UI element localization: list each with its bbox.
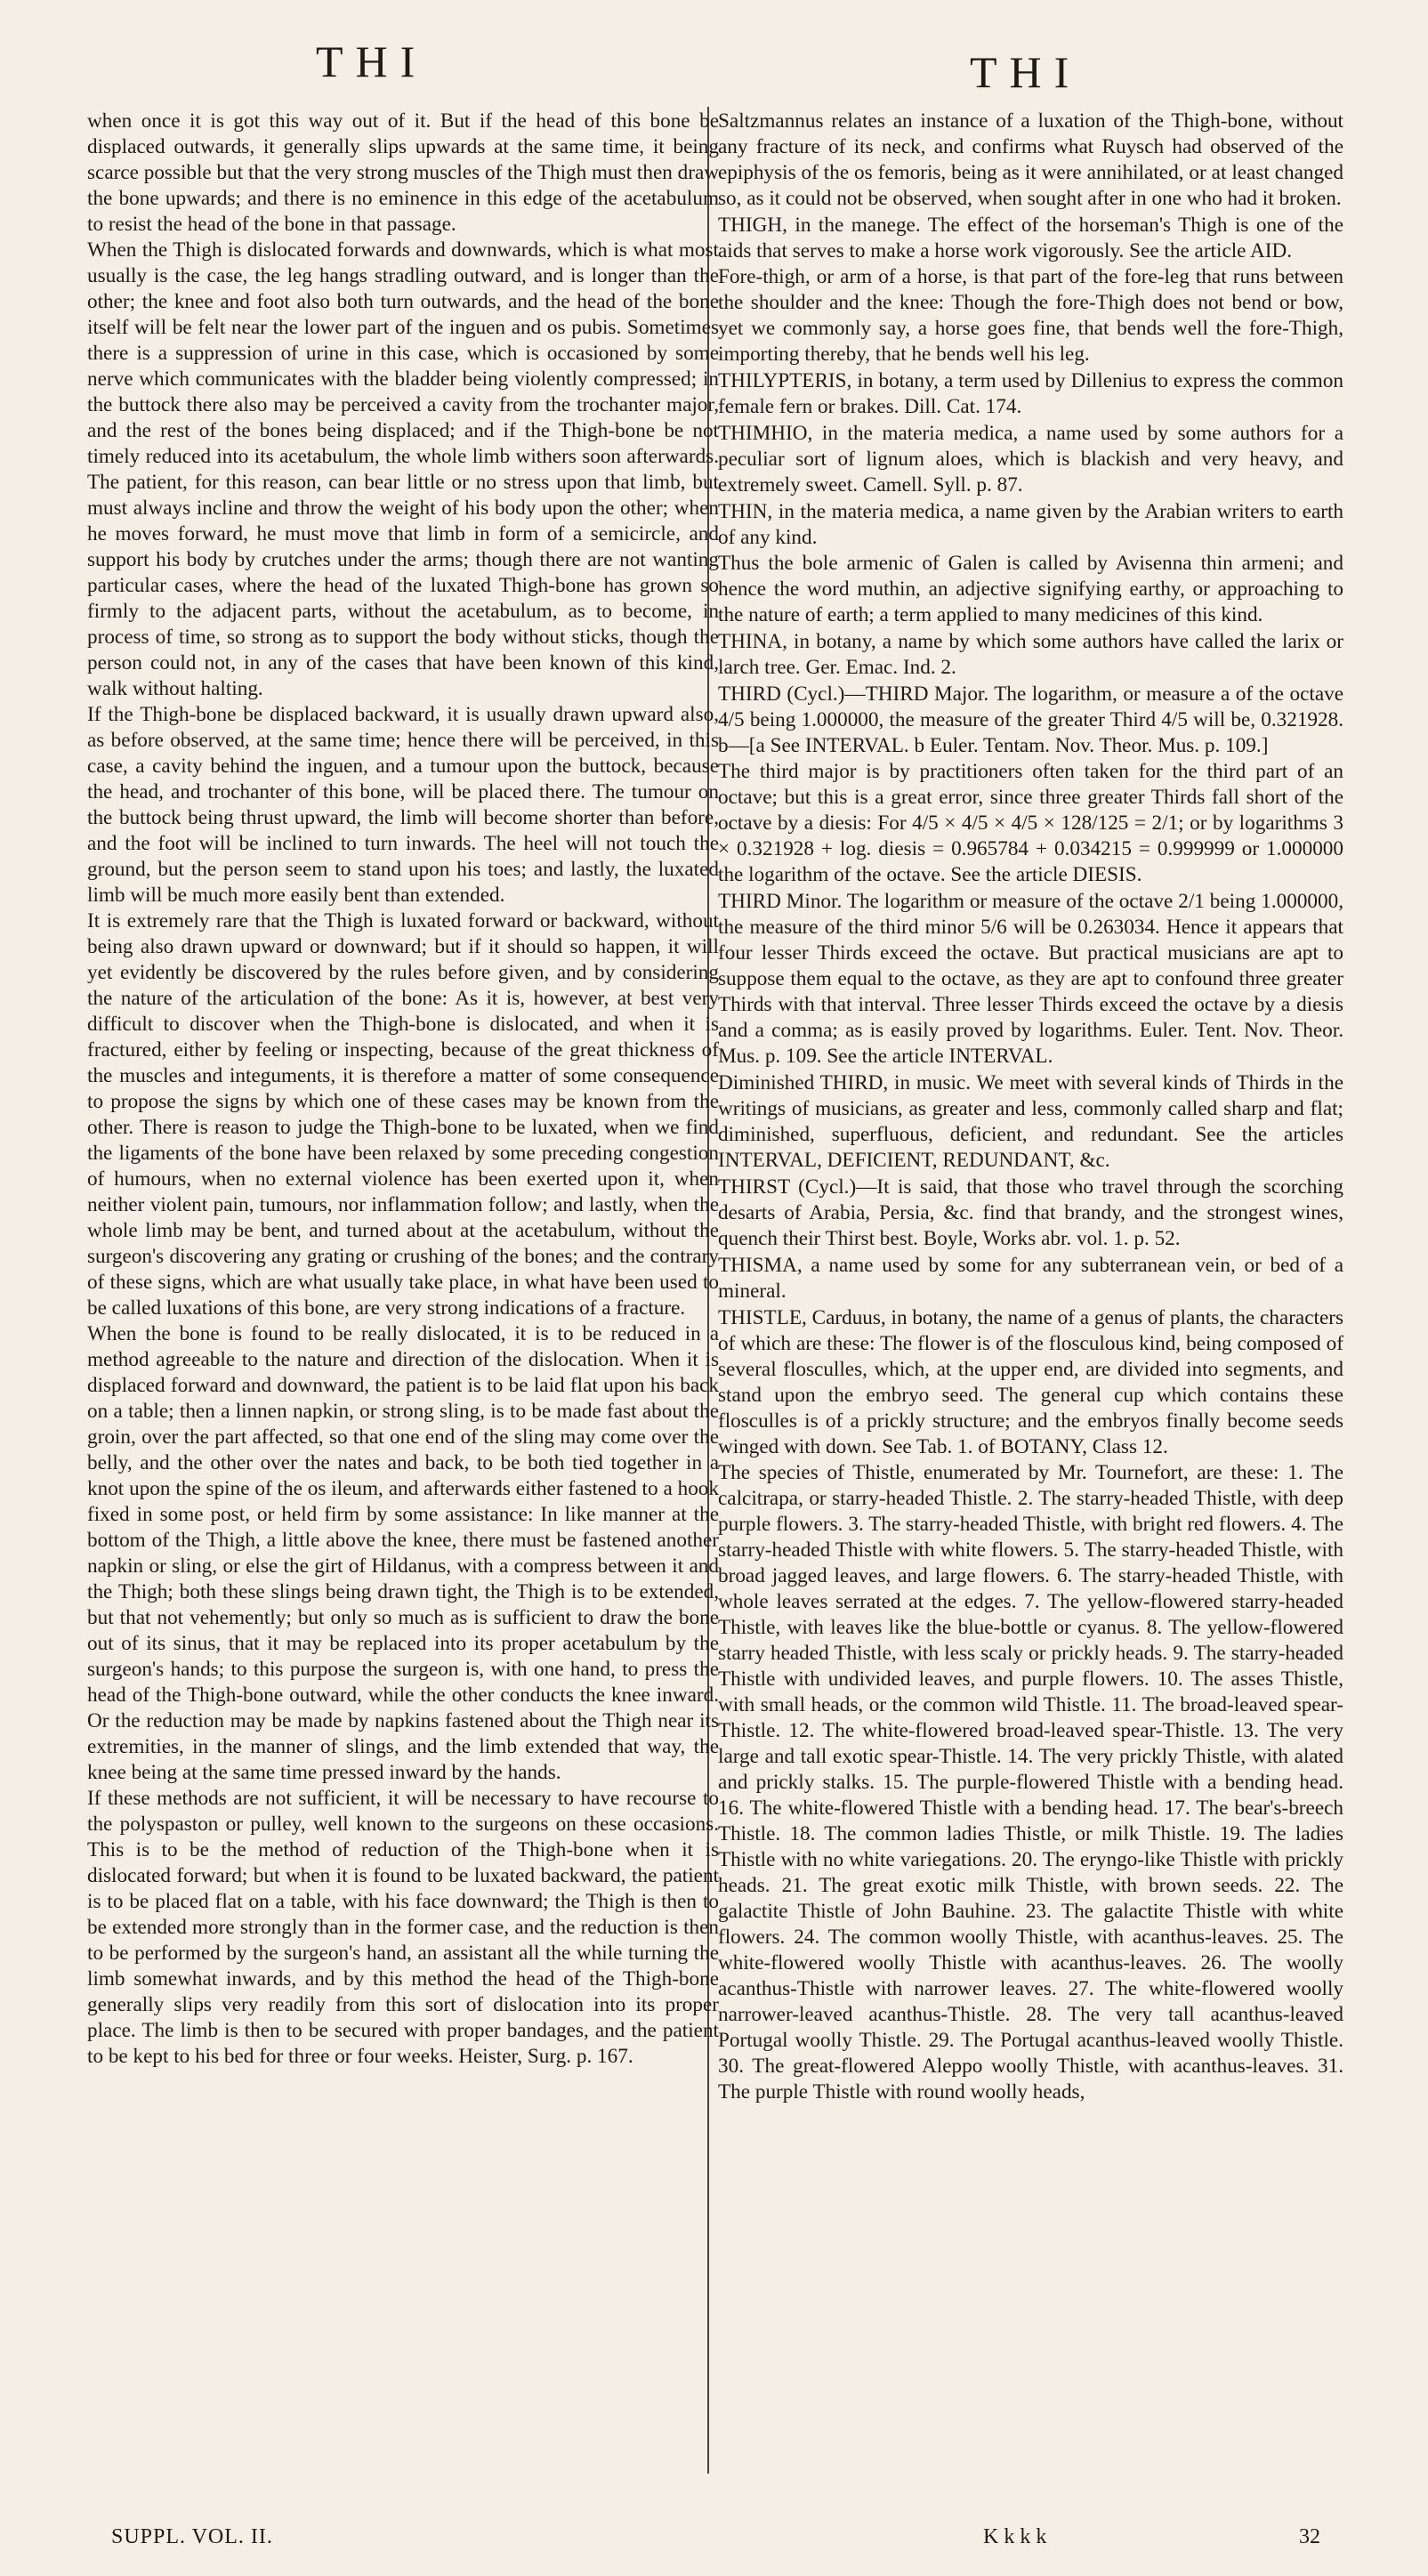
entry-third-major: THIRD (Cycl.)—THIRD Major. The logarithm, or measure a of the octave 4/5 being 1.000000, the measure of the greater Third 4/5 will be, 0.321928. b—[a See INTERVAL. b Euler. Tentam. Nov. Theor. Mus. p. 109.] bbox=[718, 682, 1343, 757]
paragraph: If these methods are not sufficient, it will be necessary to have recourse to the polyspaston or pulley, well known to the surgeons on these occasions. This is to be the method of reduction of the Thigh-bone when it is dislocated forward; but when it is found to be luxated backward, the patient is to be placed flat on a table, with his face downward; the Thigh is then to be extended more strongly than in the former case, and the reduction is then to be performed by the surgeon's hand, an assistant all the while turning the limb somewhat inwards, and by this method the head of the Thigh-bone generally slips very readily from this sort of dislocation into its proper place. The limb is then to be secured with proper bandages, and the patient to be kept to his bed for three or four weeks. Heister, Surg. p. 167. bbox=[87, 1787, 719, 2068]
entry-third-minor: THIRD Minor. The logarithm or measure of the octave 2/1 being 1.000000, the measure of the third minor 5/6 will be 0.263034. Hence it appears that four lesser Thirds exceed the octave. But practical musicians are apt to suppose them equal to the octave, as they are apt to confound three greater Thirds with that interval. Three lesser Thirds exceed the octave by a diesis and a comma; as is easily proved by logarithms. Euler. Tent. Nov. Theor. Mus. p. 109. See the article INTERVAL. bbox=[718, 890, 1343, 1068]
paragraph: It is extremely rare that the Thigh is luxated forward or backward, without being also drawn upward or downward; but if it should so happen, it will yet evidently be discovered by the rules before given, and by considering the nature of the articulation of the bone: As it is, however, at best very difficult to discover when the Thigh-bone is dislocated, and when it is fractured, either by feeling or inspecting, because of the great thickness of the muscles and integuments, it is therefore a matter of some consequence to propose the signs by which one of these cases may be known from the other. There is reason to judge the Thigh-bone to be luxated, when we find the ligaments of the bone have been relaxed by some preceding congestion of humours, when no external violence has been exerted upon it, when neither violent pain, tumours, nor inflammation follow; and lastly, when the whole limb may be bent, and turned about at the acetabulum, without the surgeon's discovering any grating or crushing of the bones; and the contrary of these signs, which are what usually take place, in what have been used to be called luxations of this bone, are very strong indications of a fracture. bbox=[87, 909, 719, 1320]
page-number: 32 bbox=[1299, 2525, 1320, 2548]
paragraph: If the Thigh-bone be displaced backward, it is usually drawn upward also, as before observed, at the same time; hence there will be perceived, in this case, a cavity behind the inguen, and a tumour upon the buttock, because the head, and trochanter of this bone, will be placed there. The tumour on the buttock being thrust upward, the limb will become shorter than before, and the foot will be inclined to turn inwards. The heel will not touch the ground, but the person seem to stand upon his toes; and lastly, the luxated limb will be much more easily bent than extended. bbox=[87, 703, 719, 907]
paragraph: when once it is got this way out of it. But if the head of this bone be displaced outwards, it generally slips upwards at the same time, it being scarce possible but that the very strong muscles of the Thigh must then draw the bone upwards; and there is no eminence in this edge of the acetabulum to resist the head of the bone in that passage. bbox=[87, 109, 719, 236]
running-head-right: THI bbox=[970, 47, 1082, 97]
entry-diminished-third: Diminished THIRD, in music. We meet with several kinds of Thirds in the writings of musicians, as greater and less, commonly called sharp and flat; diminished, superfluous, deficient, and redundant. See the articles INTERVAL, DEFICIENT, REDUNDANT, &c. bbox=[718, 1071, 1343, 1172]
left-column bbox=[87, 109, 719, 2070]
entry-thigh-manege: THIGH, in the manege. The effect of the horseman's Thigh is one of the aids that serves to make a horse work vigorously. See the article AID. bbox=[718, 214, 1343, 262]
entry-thilypteris: THILYPTERIS, in botany, a term used by Dillenius to express the common female fern or brakes. Dill. Cat. 174. bbox=[718, 369, 1343, 418]
right-column bbox=[718, 109, 1343, 2105]
page-header bbox=[0, 27, 1428, 98]
entry-thirst: THIRST (Cycl.)—It is said, that those who travel through the scorching desarts of Arabia, Persia, &c. find that brandy, and the strongest wines, quench their Thirst best. Boyle, Works abr. vol. 1. p. 52. bbox=[718, 1175, 1343, 1250]
paragraph: The species of Thistle, enumerated by Mr. Tournefort, are these: 1. The calcitrapa, or starry-headed Thistle. 2. The starry-headed Thistle, with deep purple flowers. 3. The starry-headed Thistle, with bright red flowers. 4. The starry-headed Thistle with white flowers. 5. The starry-headed Thistle, with broad jagged leaves, and large flowers. 6. The starry-headed Thistle, with whole leaves serrated at the edges. 7. The yellow-flowered starry-headed Thistle, with leaves like the blue-bottle or cyanus. 8. The yellow-flowered starry headed Thistle, with less scaly or prickly heads. 9. The starry-headed Thistle with undivided leaves, and purple flowers. 10. The asses Thistle, with small heads, or the common wild Thistle. 11. The broad-leaved spear-Thistle. 12. The white-flowered broad-leaved spear-Thistle. 13. The very large and tall exotic spear-Thistle. 14. The very prickly Thistle, with alated and prickly stalks. 15. The purple-flowered Thistle with a bending head. 16. The white-flowered Thistle with a bending head. 17. The bear's-breech Thistle. 18. The common ladies Thistle, or milk Thistle. 19. The ladies Thistle with no white variegations. 20. The eryngo-like Thistle with prickly heads. 21. The great exotic milk Thistle, with brown seeds. 22. The galactite Thistle of John Bauhine. 23. The galactite Thistle with white flowers. 24. The common woolly Thistle, with acanthus-leaves. 25. The white-flowered woolly Thistle with acanthus-leaves. 26. The woolly acanthus-Thistle with narrower leaves. 27. The white-flowered woolly narrower-leaved acanthus-Thistle. 28. The very tall acanthus-leaved Portugal woolly Thistle. 29. The Portugal acanthus-leaved woolly Thistle. 30. The great-flowered Aleppo woolly Thistle, with acanthus-leaves. 31. The purple Thistle with round woolly heads, bbox=[718, 1461, 1343, 2104]
paragraph: Thus the bole armenic of Galen is called by Avisenna thin armeni; and hence the word muthin, an adjective signifying earthy, or approaching to the nature of earth; a term applied to many medicines of this kind. bbox=[718, 552, 1343, 626]
paragraph: The third major is by practitioners often taken for the third part of an octave; but this is a great error, since three greater Thirds fall short of the octave by a diesis: For 4/5 × 4/5 × 4/5 × 128/125 = 2/1; or by logarithms 3 × 0.321928 + log. diesis = 0.965784 + 0.034215 = 0.999999 or 1.000000 the logarithm of the octave. See the article DIESIS. bbox=[718, 760, 1343, 886]
signature-mark: Kkkk bbox=[983, 2525, 1053, 2548]
paragraph: When the Thigh is dislocated forwards and downwards, which is what most usually is the case, the leg hangs stradling outward, and is longer than the other; the knee and foot also both turn outwards, and the head of the bone itself will be felt near the lower part of the inguen and os pubis. Sometimes there is a suppression of urine in this case, which is occasioned by some nerve which communicates with the bladder being violently compressed; in the buttock there also may be perceived a cavity from the trochanter major, and the rest of the bones being displaced; and if the Thigh-bone be not timely reduced into its acetabulum, the whole limb withers soon afterwards. The patient, for this reason, can bear little or no stress upon that limb, but must always incline and throw the weight of his body upon the other; when he moves forward, he must move that limb in form of a semicircle, and support his body by crutches under the arms; though there are not wanting particular cases, where the head of the luxated Thigh-bone has grown so firmly to the adjacent parts, without the acetabulum, as to become, in process of time, so strong as to support the body without sticks, though the person could not, in any of the cases that have been known of this kind, walk without halting. bbox=[87, 238, 719, 700]
entry-thimhio: THIMHIO, in the materia medica, a name used by some authors for a peculiar sort of lignum aloes, which is blackish and very heavy, and extremely sweet. Camell. Syll. p. 87. bbox=[718, 422, 1343, 497]
entry-thistle: THISTLE, Carduus, in botany, the name of a genus of plants, the characters of which are these: The flower is of the flosculous kind, being composed of several flosculles, which, at the upper end, are divided into segments, and stand upon the embryo seed. The general cup which contains these flosculles is of a prickly structure; and the embryos finally become seeds winged with down. See Tab. 1. of BOTANY, Class 12. bbox=[718, 1306, 1343, 1458]
paragraph: When the bone is found to be really dislocated, it is to be reduced in a method agreeable to the nature and direction of the dislocation. When it is displaced forward and downward, the patient is to be laid flat upon his back on a table; then a linnen napkin, or strong sling, is to be made fast about the groin, over the part affected, so that one end of the sling may come over the belly, and the other over the nates and back, to be both tied together in a knot upon the spine of the os ileum, and afterwards either fastened to a hook fixed in some post, or held firm by some assistance: In like manner at the bottom of the Thigh, a little above the knee, there must be fastened another napkin or sling, or else the girt of Hildanus, with a compress between it and the Thigh; both these slings being drawn tight, the Thigh is to be extended, but that not vehemently; but only so much as is sufficient to draw the bone out of its sinus, that it may be replaced into its proper acetabulum by the surgeon's hands; to this purpose the surgeon is, with one hand, to press the head of the Thigh-bone outward, while the other conducts the knee inward. Or the reduction may be made by napkins fastened about the Thigh near its extremities, in the manner of slings, and the limb extended that way, the knee being at the same time pressed inward by the hands. bbox=[87, 1322, 719, 1784]
entry-thin: THIN, in the materia medica, a name given by the Arabian writers to earth of any kind. bbox=[718, 500, 1343, 549]
volume-label: SUPPL. VOL. II. bbox=[111, 2525, 273, 2548]
running-head-left: THI bbox=[316, 36, 428, 86]
entry-thisma: THISMA, a name used by some for any subterranean vein, or bed of a mineral. bbox=[718, 1254, 1343, 1303]
page-footer bbox=[0, 2525, 1428, 2561]
entry-thina: THINA, in botany, a name by which some authors have called the larix or larch tree. Ger. Emac. Ind. 2. bbox=[718, 630, 1343, 679]
paragraph: Fore-thigh, or arm of a horse, is that part of the fore-leg that runs between the shoulder and the knee: Though the fore-Thigh does not bend or bow, yet we commonly say, a horse goes fine, that bends well the fore-Thigh, importing thereby, that he bends well his leg. bbox=[718, 265, 1343, 366]
paragraph: Saltzmannus relates an instance of a luxation of the Thigh-bone, without any fracture of its neck, and confirms what Ruysch had observed of the epiphysis of the os femoris, being as it were annihilated, or at least changed so, as it could not be observed, when sought after in one who had it broken. bbox=[718, 109, 1343, 210]
